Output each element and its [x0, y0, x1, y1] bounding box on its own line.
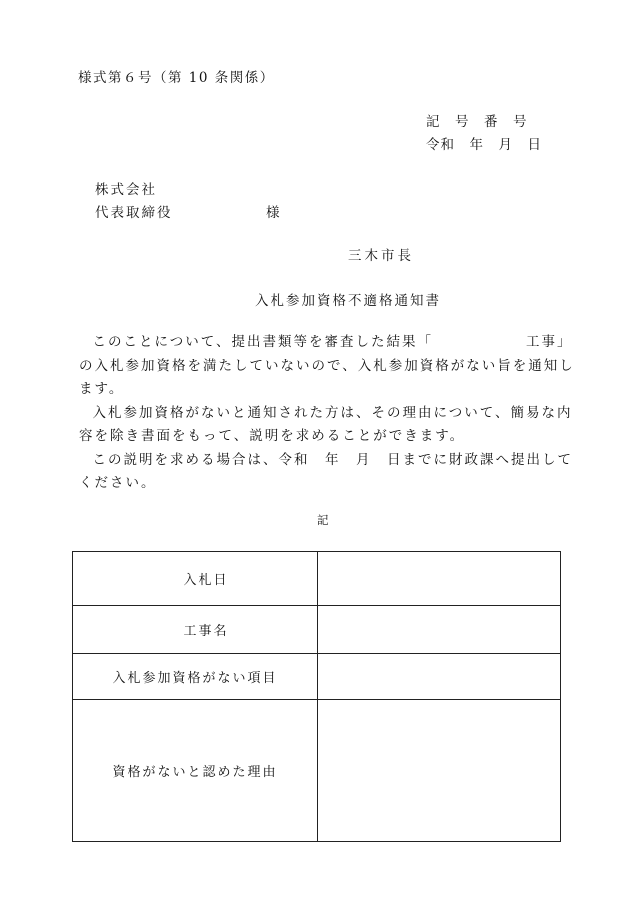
recipient-representative: 代表取締役	[95, 205, 173, 221]
row-label-reason: 資格がないと認めた理由	[73, 700, 318, 842]
body-paragraph-3: この説明を求める場合は、令和 年 月 日までに財政課へ提出してください。	[79, 451, 573, 491]
document-date-line: 令和 年 月 日	[426, 137, 542, 153]
row-value-reason	[318, 700, 561, 842]
table-row	[73, 654, 561, 700]
recipient-company: 株式会社	[95, 182, 157, 198]
recipient-honorific: 様	[266, 205, 280, 221]
row-value-bid-date	[318, 552, 561, 606]
document-number-line: 記 号 番 号	[426, 114, 528, 130]
form-number: 様式第６号（第 10 条関係）	[78, 70, 275, 86]
document-title: 入札参加資格不適格通知書	[255, 293, 441, 309]
row-label-bid-date: 入札日	[73, 552, 318, 606]
body-paragraph-1: このことについて、提出書類等を審査した結果「 工事」の入札参加資格を満たしていないので、入札参加資格がない旨を通知します。	[79, 334, 575, 397]
row-value-ineligible-items	[318, 654, 561, 700]
row-label-ineligible-items: 入札参加資格がない項目	[73, 654, 318, 700]
body-paragraph-2: 入札参加資格がないと通知された方は、その理由について、簡易な内容を除き書面をもって、説明を求めることができます。	[79, 404, 573, 444]
row-value-project-name	[318, 606, 561, 654]
ki-label: 記	[317, 513, 329, 527]
issuer-name: 三木市長	[348, 248, 414, 264]
table-row	[73, 700, 561, 842]
details-table	[72, 551, 561, 842]
notice-body	[79, 331, 579, 496]
table-row	[73, 552, 561, 606]
table-row	[73, 606, 561, 654]
row-label-project-name: 工事名	[73, 606, 318, 654]
